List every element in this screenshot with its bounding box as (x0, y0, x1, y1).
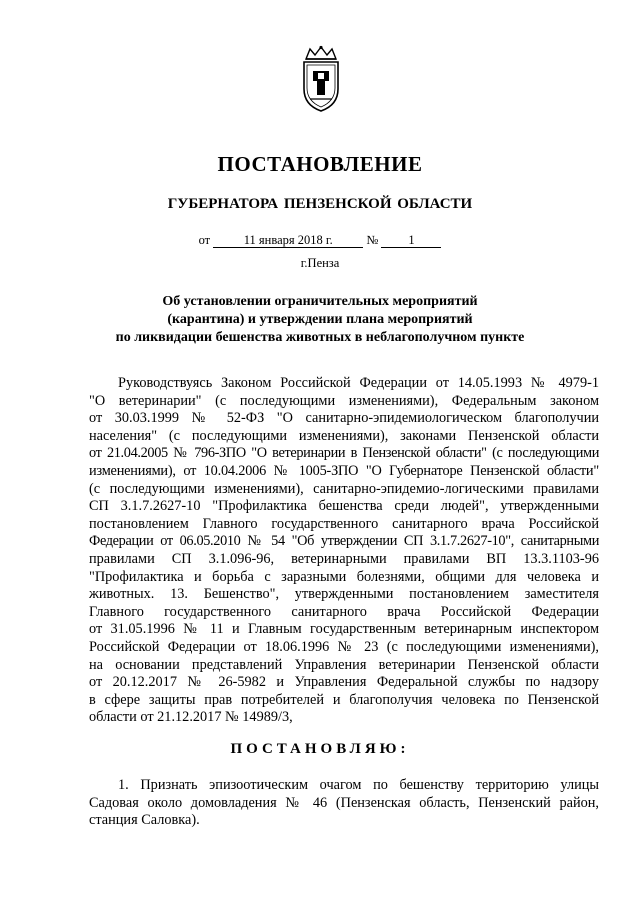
preamble-line: от 21.04.2005 № 796-ЗПО "О ветеринарии в Пензенской области" (с последующими (89, 445, 599, 462)
item-1-paragraph (89, 777, 599, 830)
preamble-line: Руководствуясь Законом Российской Федерации от 14.05.1993 № 4979-1 (118, 375, 599, 391)
document-city: г.Пенза (300, 256, 340, 270)
preamble-line: животных. 13. Бешенство", утвержденными постановлением заместителя (89, 586, 599, 603)
preamble-line: "О ветеринарии" (с последующими изменениями), Федеральным законом (89, 392, 599, 409)
preamble-line: области от 21.12.2017 № 14989/3, (89, 709, 293, 726)
preamble-line: изменениями), от 10.04.2006 № 1005-ЗПО "О Губернаторе Пензенской области" (89, 462, 599, 479)
heading-line: (карантина) и утверждении плана мероприятий (167, 312, 473, 327)
date-number-line (0, 233, 640, 248)
preamble-line: СП 3.1.7.2627-10 "Профилактика бешенства среди людей", утвержденными (89, 498, 599, 515)
preamble-line: постановлением Главного государственного санитарного врача Российской (89, 515, 599, 532)
preamble-line: Федерации от 06.05.2010 № 54 "Об утверждении СП 3.1.7.2627-10", санитарными (89, 533, 599, 550)
preamble-line: от 20.12.2017 № 26-5982 и Управления Федеральной службы по надзору (89, 674, 599, 691)
document-title: ПОСТАНОВЛЕНИЕ (217, 152, 423, 176)
preamble-line: "Профилактика и борьба с заразными болезнями, общими для человека и (89, 568, 599, 585)
heading-line: Об установлении ограничительных мероприятий (162, 294, 478, 309)
preamble-paragraph (89, 375, 599, 727)
preamble-line: на основании представлений Управления ветеринарии Пензенской области (89, 656, 599, 673)
preamble-line: в сфере защиты прав потребителей и благополучия человека по Пензенской (89, 691, 599, 708)
document-heading (100, 293, 540, 347)
item-line: станция Саловка). (89, 812, 200, 829)
preamble-line: населения" (с последующими изменениями), законами Пензенской области (89, 427, 599, 444)
preamble-line: (с последующими изменениями), санитарно-эпидемио-логическими правилами (89, 480, 599, 497)
item-line: Садовая около домовладения № 46 (Пензенская область, Пензенский район, (89, 794, 599, 811)
preamble-line: от 31.05.1996 № 11 и Главным государственным ветеринарным инспектором (89, 621, 599, 638)
preamble-line: Российской Федерации от 18.06.1996 № 23 (с последующими изменениями), (89, 638, 599, 655)
date-prefix: от (198, 233, 211, 247)
coat-of-arms-icon (296, 45, 346, 113)
document-subtitle: ГУБЕРНАТОРА ПЕНЗЕНСКОЙ ОБЛАСТИ (167, 196, 473, 212)
document-number: 1 (381, 234, 441, 248)
item-line: 1. Признать эпизоотическим очагом по бешенству территорию улицы (118, 777, 599, 793)
decree-word: ПОСТАНОВЛЯЮ: (230, 741, 410, 757)
preamble-line: Главного государственного санитарного врача Российской Федерации (89, 603, 599, 620)
number-sign: № (366, 233, 379, 247)
document-date: 11 января 2018 г. (213, 234, 363, 248)
heading-line: по ликвидации бешенства животных в неблагополучном пункте (115, 330, 525, 345)
preamble-line: от 30.03.1999 № 52-ФЗ "О санитарно-эпидемиологическом благополучии (89, 410, 599, 427)
preamble-line: правилами СП 3.1.096-96, ветеринарными правилами ВП 13.3.1103-96 (89, 550, 599, 567)
